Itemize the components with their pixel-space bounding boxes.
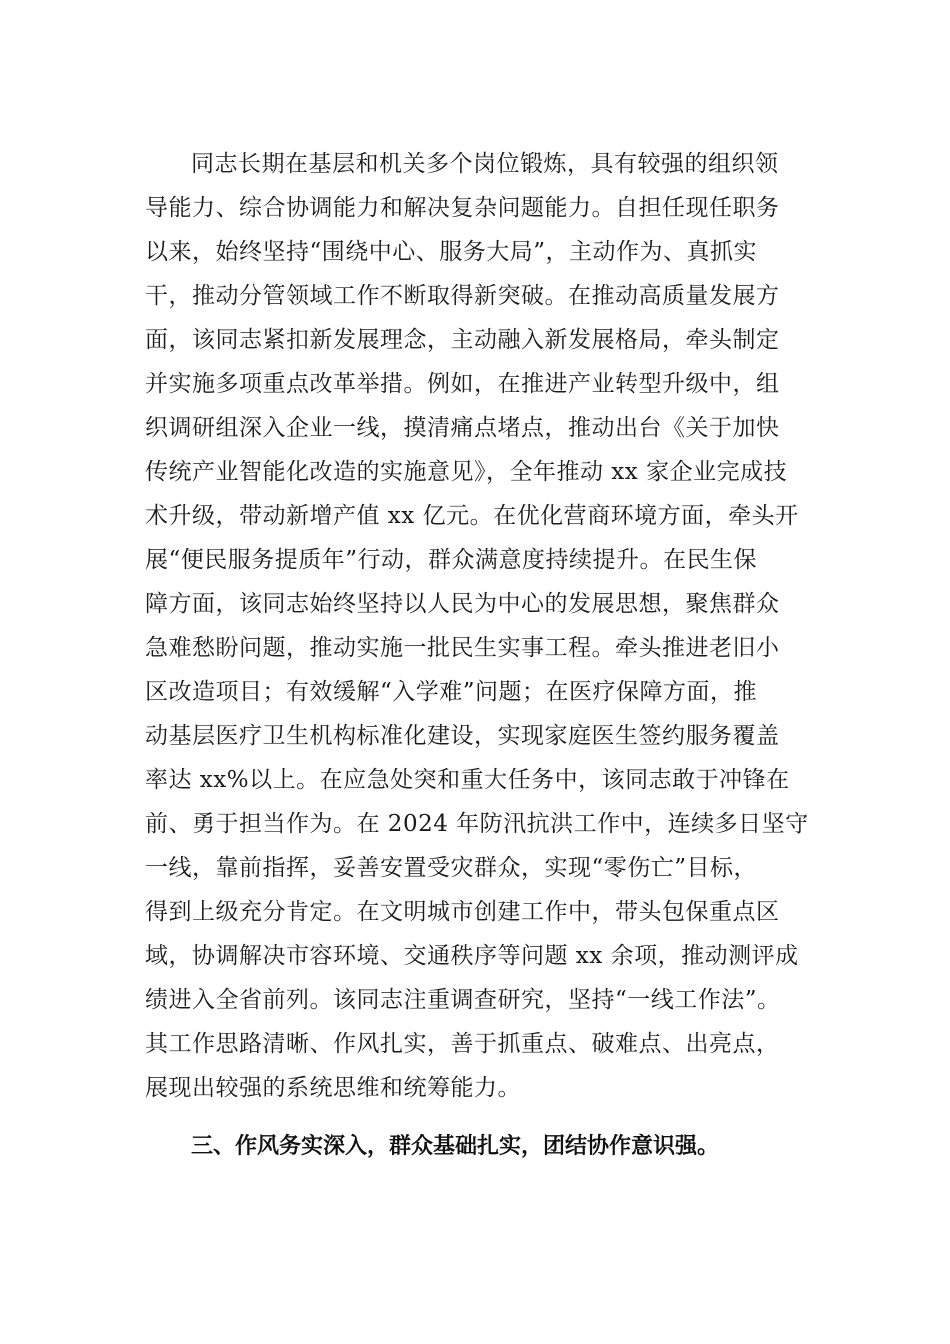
paragraph-line: 动基层医疗卫生机构标准化建设，实现家庭医生签约服务覆盖 bbox=[145, 723, 780, 749]
paragraph-line: 传统产业智能化改造的实施意见》，全年推动 xx 家企业完成技 bbox=[145, 459, 788, 485]
paragraph-line: 得到上级充分肯定。在文明城市创建工作中，带头包保重点区 bbox=[145, 899, 780, 925]
paragraph-line: 其工作思路清晰、作风扎实，善于抓重点、破难点、出亮点， bbox=[145, 1031, 780, 1057]
section-heading: 三、作风务实深入，群众基础扎实，团结协作意识强。 bbox=[191, 1134, 720, 1159]
paragraph-line: 导能力、综合协调能力和解决复杂问题能力。自担任现任职务 bbox=[145, 195, 780, 221]
paragraph-line: 一线，靠前指挥，妥善安置受灾群众，实现“零伤亡”目标， bbox=[145, 855, 758, 881]
paragraph-line: 急难愁盼问题，推动实施一批民生实事工程。牵头推进老旧小 bbox=[145, 635, 780, 661]
paragraph-line: 展“便民服务提质年”行动，群众满意度持续提升。在民生保 bbox=[145, 547, 758, 573]
paragraph-line: 绩进入全省前列。该同志注重调查研究，坚持“一线工作法”。 bbox=[145, 987, 781, 1013]
paragraph-line: 区改造项目；有效缓解“入学难”问题；在医疗保障方面，推 bbox=[145, 679, 758, 705]
paragraph-line: 域，协调解决市容环境、交通秩序等问题 xx 余项，推动测评成 bbox=[145, 943, 799, 969]
paragraph-line: 以来，始终坚持“围绕中心、服务大局”，主动作为、真抓实 bbox=[145, 239, 758, 265]
paragraph-line: 前、勇于担当作为。在 2024 年防汛抗洪工作中，连续多日坚守 bbox=[145, 811, 809, 837]
body-paragraph bbox=[145, 142, 845, 1110]
paragraph-line: 障方面，该同志始终坚持以人民为中心的发展思想，聚焦群众 bbox=[145, 591, 780, 617]
paragraph-line: 同志长期在基层和机关多个岗位锻炼，具有较强的组织领 bbox=[191, 151, 779, 177]
paragraph-line: 展现出较强的系统思维和统筹能力。 bbox=[145, 1075, 521, 1101]
paragraph-line: 术升级，带动新增产值 xx 亿元。在优化营商环境方面，牵头开 bbox=[145, 503, 799, 529]
paragraph-line: 织调研组深入企业一线，摸清痛点堵点，推动出台《关于加快 bbox=[145, 415, 780, 441]
paragraph-line: 并实施多项重点改革举措。例如，在推进产业转型升级中，组 bbox=[145, 371, 780, 397]
paragraph-line: 面，该同志紧扣新发展理念，主动融入新发展格局，牵头制定 bbox=[145, 327, 780, 353]
paragraph-line: 干，推动分管领域工作不断取得新突破。在推动高质量发展方 bbox=[145, 283, 780, 309]
paragraph-line: 率达 xx%以上。在应急处突和重大任务中，该同志敢于冲锋在 bbox=[145, 767, 790, 793]
